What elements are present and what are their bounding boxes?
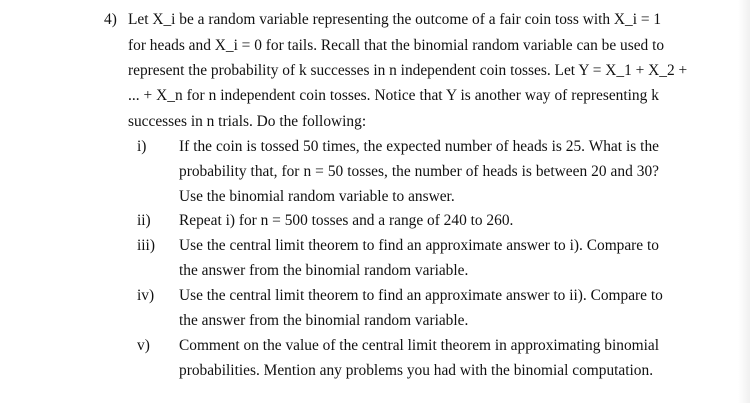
intro-line-3: represent the probability of k successes in n independent coin tosses. Let Y = X_1 + X_2 + bbox=[128, 62, 688, 79]
part-v-line-1: Comment on the value of the central limit theorem in approximating binomial bbox=[179, 337, 659, 354]
part-iii-line-2: the answer from the binomial random variable. bbox=[179, 262, 469, 279]
page-edge-shadow bbox=[738, 0, 750, 403]
intro-line-2: for heads and X_i = 0 for tails. Recall that the binomial random variable can be used to bbox=[128, 37, 665, 54]
intro-line-4: ... + X_n for n independent coin tosses. Notice that Y is another way of representing k bbox=[128, 87, 659, 104]
part-i-line-3: Use the binomial random variable to answer. bbox=[179, 188, 455, 205]
problem-number: 4) bbox=[104, 11, 117, 28]
part-iv-line-1: Use the central limit theorem to find an approximate answer to ii). Compare to bbox=[179, 287, 663, 304]
part-ii-line-1: Repeat i) for n = 500 tosses and a range of 240 to 260. bbox=[179, 212, 514, 229]
part-label-i: i) bbox=[137, 138, 147, 155]
part-label-v: v) bbox=[137, 337, 150, 354]
part-v-line-2: probabilities. Mention any problems you had with the binomial computation. bbox=[179, 362, 654, 379]
part-label-ii: ii) bbox=[137, 212, 151, 229]
part-iv-line-2: the answer from the binomial random variable. bbox=[179, 312, 469, 329]
part-label-iv: iv) bbox=[137, 287, 155, 304]
part-iii-line-1: Use the central limit theorem to find an approximate answer to i). Compare to bbox=[179, 237, 659, 254]
part-i-line-1: If the coin is tossed 50 times, the expected number of heads is 25. What is the bbox=[179, 138, 659, 155]
part-i-line-2: probability that, for n = 50 tosses, the number of heads is between 20 and 30? bbox=[179, 163, 659, 180]
intro-line-1: Let X_i be a random variable representing the outcome of a fair coin toss with X_i = 1 bbox=[128, 11, 662, 28]
intro-line-5: successes in n trials. Do the following: bbox=[128, 113, 367, 130]
part-label-iii: iii) bbox=[137, 237, 155, 254]
